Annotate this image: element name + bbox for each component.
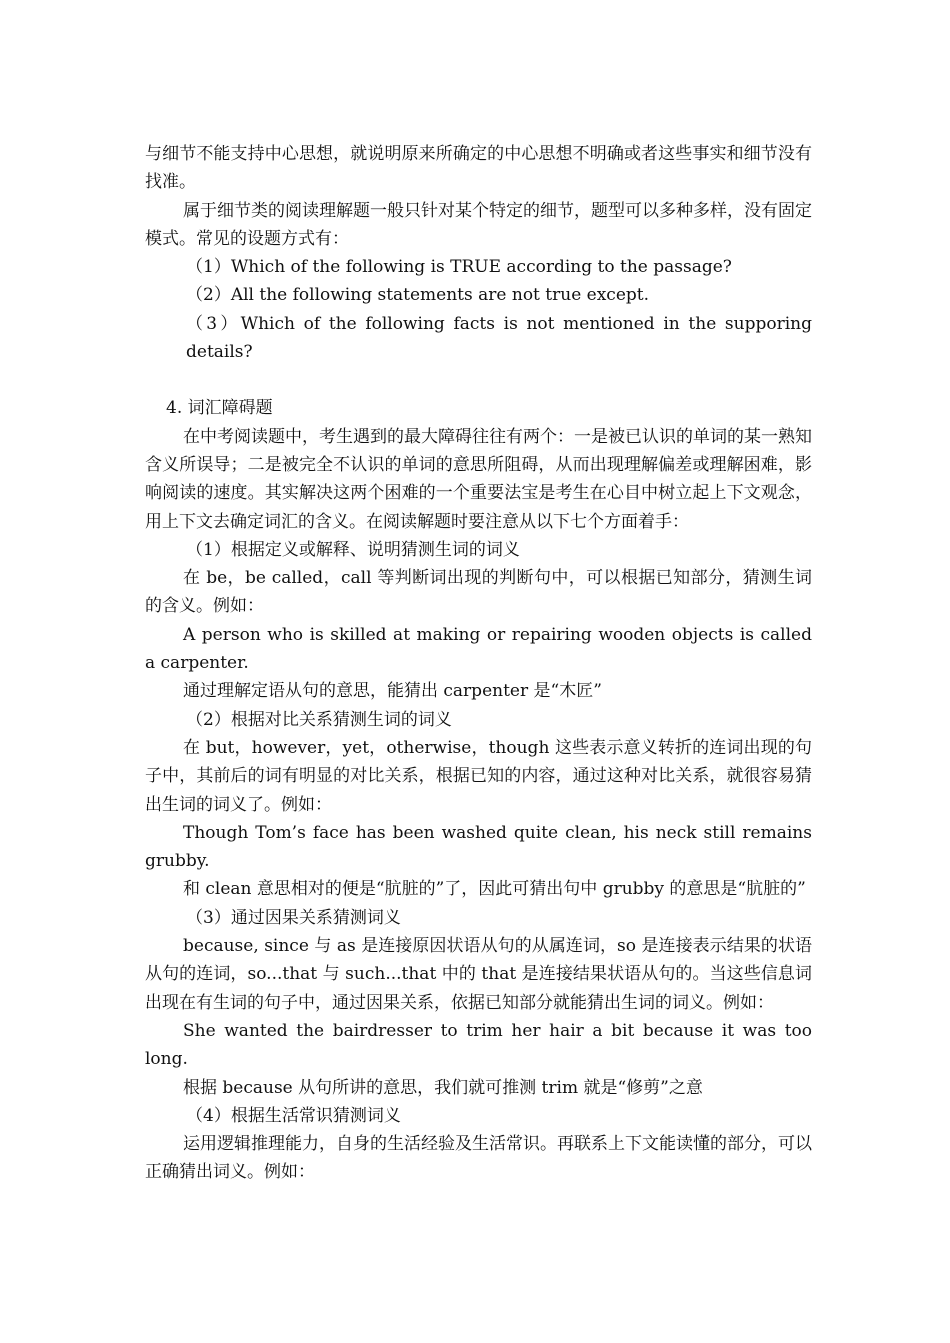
paragraph-cause-effect: because, since 与 as 是连接原因状语从句的从属连词，so 是连接表示结果的状语从句的连词，so...that 与 such...that 中的 that 是连接结果状语从句的。当这些信息词出现在有生词的句子中，通过因果关系，依据已知部分就能猜出生词的词义。例如：	[145, 936, 812, 1013]
paragraph-trim-explanation: 根据 because 从句所讲的意思，我们就可推测 trim 就是“修剪”之意	[183, 1077, 703, 1098]
question-example-3: （3）Which of the following facts is not mentioned in the supporing details?	[186, 313, 812, 363]
paragraph-detail-questions: 属于细节类的阅读理解题一般只针对某个特定的细节，题型可以多种多样，没有固定模式。常见的设题方式有：	[145, 200, 812, 249]
document-body	[145, 140, 812, 1187]
paragraph-vocabulary-intro: 在中考阅读题中，考生遇到的最大障碍往往有两个：一是被已认识的单词的某一熟知含义所误导；二是被完全不认识的单词的意思所阻碍，从而出现理解偏差或理解困难，影响阅读的速度。其实解决这两个困难的一个重要法宝是考生在心目中树立起上下文观念，用上下文去确定词汇的含义。在阅读解题时要注意从以下七个方面着手：	[145, 426, 812, 532]
section-heading-vocabulary: 4. 词汇障碍题	[166, 398, 273, 419]
paragraph-carpenter-explanation: 通过理解定语从句的意思，能猜出 carpenter 是“木匠”	[183, 681, 602, 702]
paragraph-common-sense: 运用逻辑推理能力，自身的生活经验及生活常识。再联系上下文能读懂的部分，可以正确猜出词义。例如：	[145, 1134, 812, 1183]
subheading-contrast: （2）根据对比关系猜测生词的词义	[186, 709, 452, 730]
example-sentence-trim: She wanted the bairdresser to trim her hair a bit because it was too long.	[145, 1020, 812, 1070]
example-sentence-carpenter: A person who is skilled at making or repairing wooden objects is called a carpenter.	[145, 624, 812, 674]
subheading-cause-effect: （3）通过因果关系猜测词义	[186, 907, 401, 928]
subheading-definition: （1）根据定义或解释、说明猜测生词的词义	[186, 539, 520, 560]
paragraph-main-idea-note: 与细节不能支持中心思想，就说明原来所确定的中心思想不明确或者这些事实和细节没有找准。	[145, 144, 812, 193]
paragraph-grubby-explanation: 和 clean 意思相对的便是“肮脏的”了，因此可猜出句中 grubby 的意思是“肮脏的”	[183, 879, 806, 900]
subheading-common-sense: （4）根据生活常识猜测词义	[186, 1105, 401, 1126]
question-example-1: （1）Which of the following is TRUE according to the passage?	[186, 257, 732, 278]
example-sentence-grubby: Though Tom’s face has been washed quite clean, his neck still remains grubby.	[145, 822, 812, 872]
spacer	[145, 366, 812, 394]
paragraph-definition: 在 be，be called，call 等判断词出现的判断句中，可以根据已知部分，猜测生词的含义。例如：	[145, 568, 812, 617]
question-example-2: （2）All the following statements are not true except.	[186, 285, 650, 306]
paragraph-contrast: 在 but，however，yet，otherwise，though 这些表示意义转折的连词出现的句子中，其前后的词有明显的对比关系，根据已知的内容，通过这种对比关系，就很容易猜出生词的词义了。例如：	[145, 737, 812, 815]
